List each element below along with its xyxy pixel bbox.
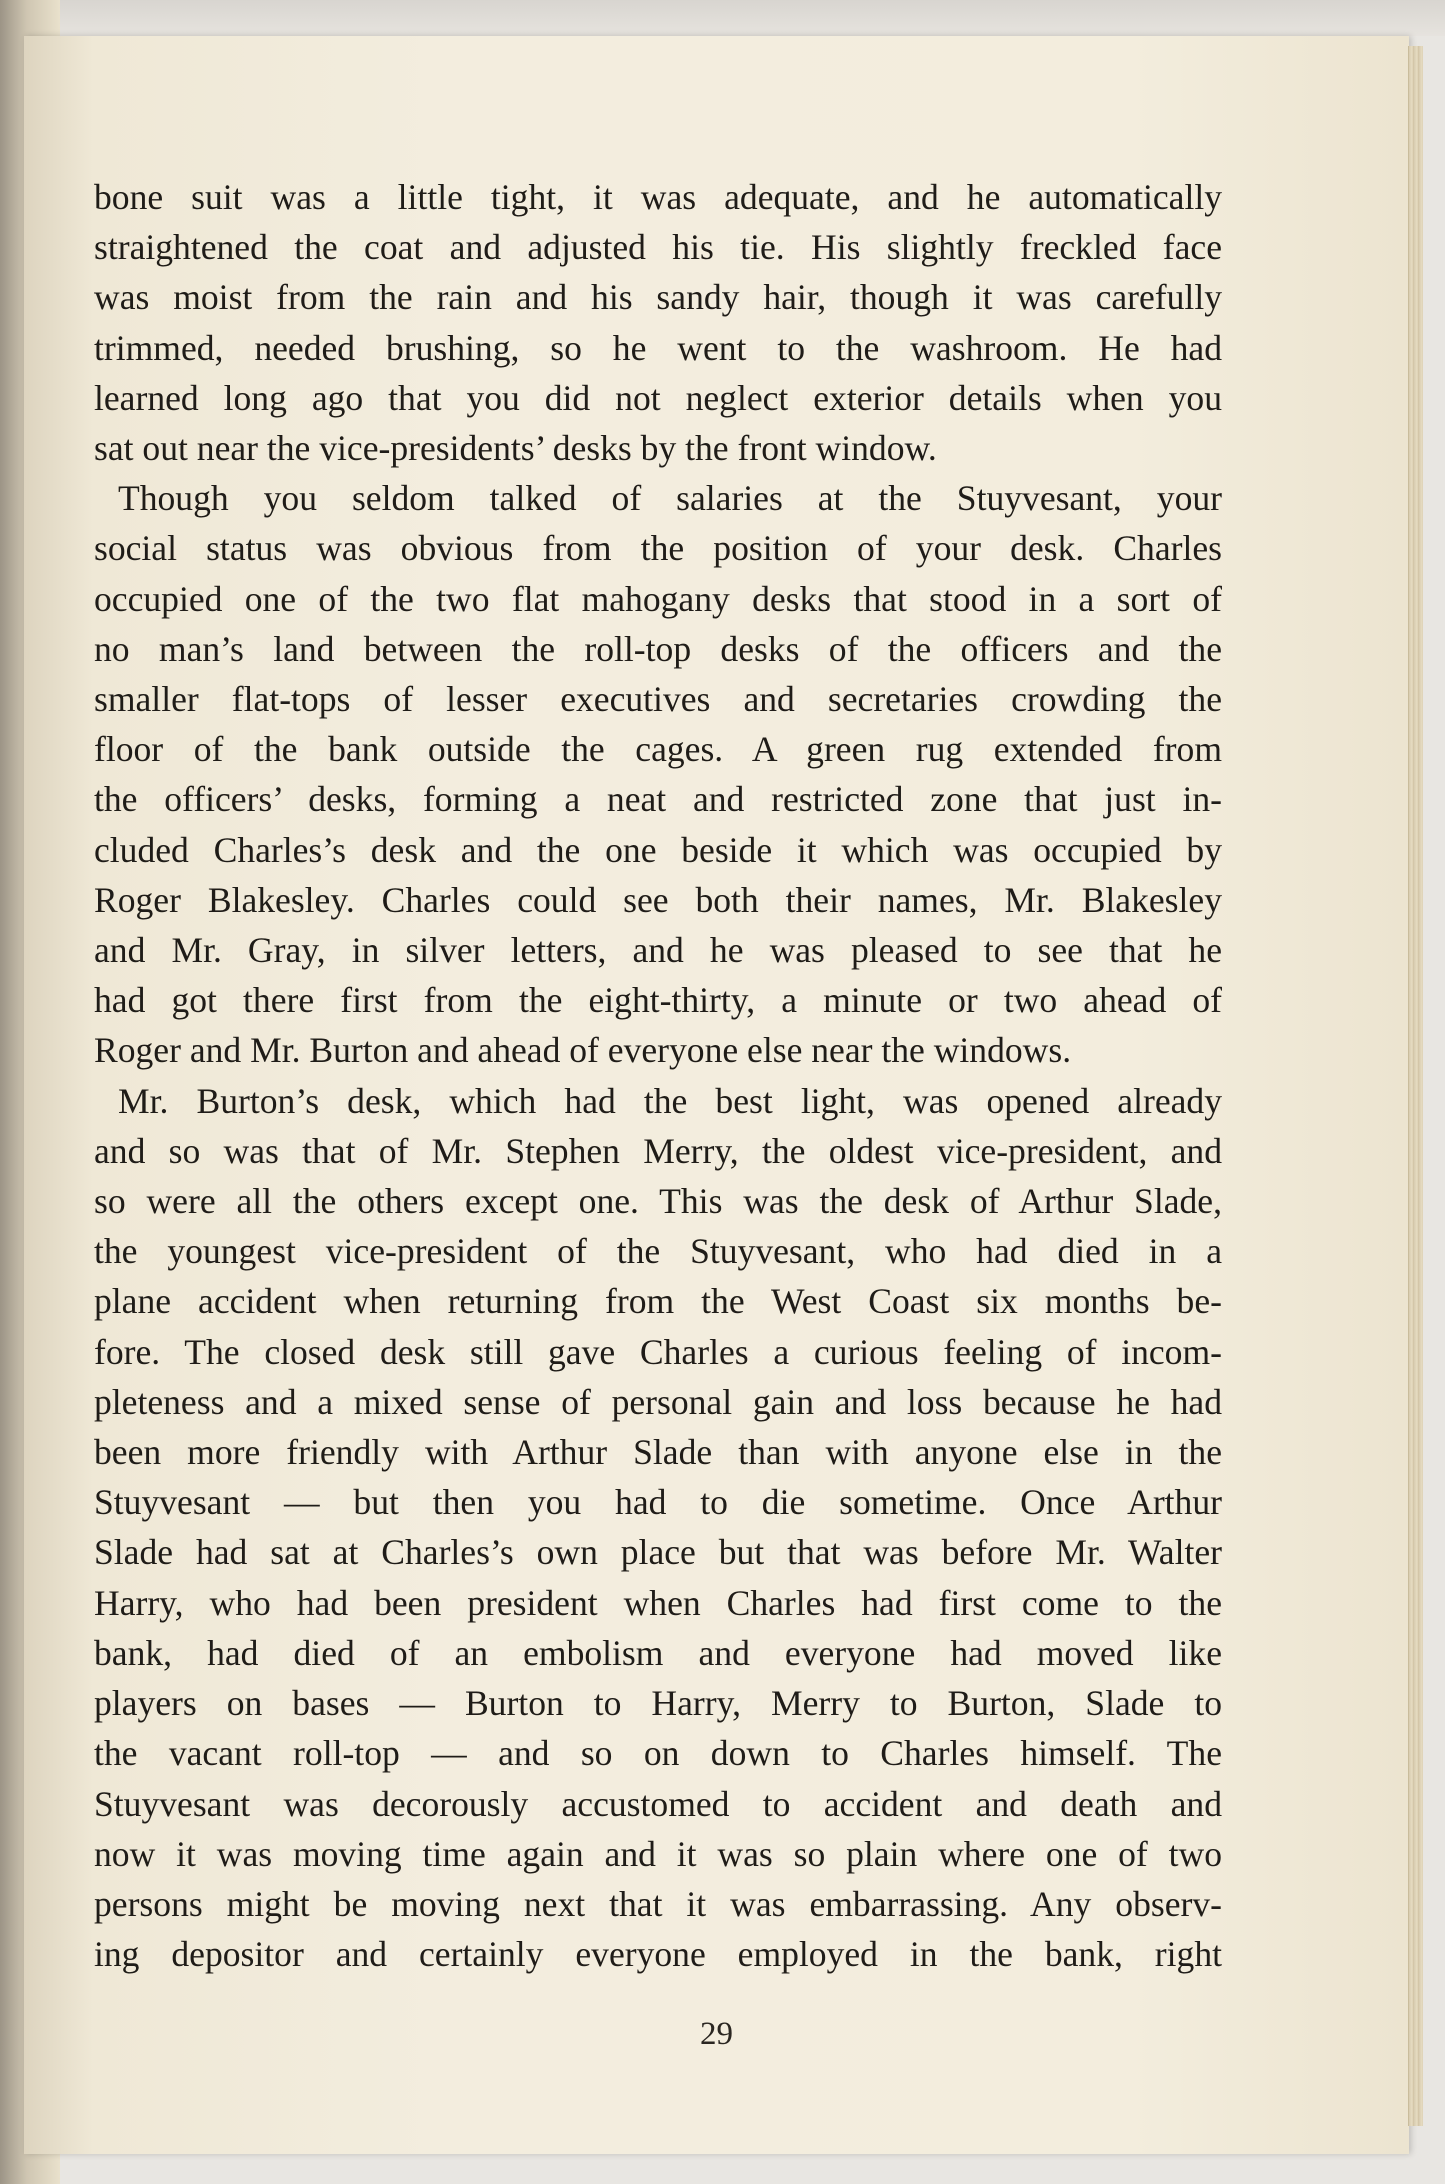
text-line: floor of the bank outside the cages. A green rug extended from <box>94 729 1222 770</box>
text-line: bank, had died of an embolism and everyone had moved like <box>94 1632 1222 1673</box>
text-line: bone suit was a little tight, it was adequate, and he automatically <box>94 177 1222 217</box>
text-line: the youngest vice-president of the Stuyvesant, who had died in a <box>94 1231 1222 1272</box>
text-line: smaller flat-tops of lesser executives and secretaries crowding the <box>94 679 1222 720</box>
text-line: ing depositor and certainly everyone employed in the bank, right <box>94 1934 1222 1975</box>
background-top <box>0 0 1445 36</box>
text-line: fore. The closed desk still gave Charles a curious feeling of incom- <box>94 1331 1222 1372</box>
body-text <box>94 172 1222 1979</box>
text-line: learned long ago that you did not neglect exterior details when you <box>94 377 1222 418</box>
text-line: cluded Charles’s desk and the one beside it which was occupied by <box>94 829 1222 870</box>
text-line: Stuyvesant — but then you had to die sometime. Once Arthur <box>94 1482 1222 1523</box>
page-edges <box>1408 46 1423 2126</box>
text-line: Mr. Burton’s desk, which had the best light, was opened already <box>118 1080 1222 1121</box>
text-line: was moist from the rain and his sandy hair, though it was carefully <box>94 277 1222 318</box>
text-line: occupied one of the two flat mahogany desks that stood in a sort of <box>94 578 1222 619</box>
text-line: social status was obvious from the position of your desk. Charles <box>94 528 1222 569</box>
text-line: and so was that of Mr. Stephen Merry, the oldest vice-president, and <box>94 1130 1222 1171</box>
paragraph-2 <box>94 473 1222 1075</box>
text-line: the officers’ desks, forming a neat and restricted zone that just in- <box>94 779 1222 820</box>
text-line: now it was moving time again and it was so plain where one of two <box>94 1833 1222 1874</box>
text-line: and Mr. Gray, in silver letters, and he was pleased to see that he <box>94 930 1222 971</box>
text-line: Stuyvesant was decorously accustomed to accident and death and <box>94 1783 1222 1824</box>
text-line: Roger and Mr. Burton and ahead of everyone else near the windows. <box>94 1030 1072 1071</box>
paragraph-1 <box>94 172 1222 473</box>
text-line: persons might be moving next that it was embarrassing. Any observ- <box>94 1883 1222 1924</box>
text-line: Though you seldom talked of salaries at the Stuyvesant, your <box>118 478 1222 519</box>
text-line: sat out near the vice-presidents’ desks by the front window. <box>94 428 937 469</box>
text-line: so were all the others except one. This was the desk of Arthur Slade, <box>94 1181 1222 1222</box>
text-line: straightened the coat and adjusted his tie. His slightly freckled face <box>94 227 1222 268</box>
text-line: pleteness and a mixed sense of personal gain and loss because he had <box>94 1381 1222 1422</box>
text-line: no man’s land between the roll-top desks of the officers and the <box>94 628 1222 669</box>
paragraph-3 <box>94 1076 1222 1980</box>
text-line: Roger Blakesley. Charles could see both their names, Mr. Blakesley <box>94 879 1222 920</box>
text-line: the vacant roll-top — and so on down to Charles himself. The <box>94 1733 1222 1774</box>
text-line: plane accident when returning from the West Coast six months be- <box>94 1281 1222 1322</box>
text-line: been more friendly with Arthur Slade than with anyone else in the <box>94 1432 1222 1473</box>
book-page <box>24 36 1409 2154</box>
text-line: trimmed, needed brushing, so he went to the washroom. He had <box>94 327 1222 368</box>
text-line: had got there first from the eight-thirty, a minute or two ahead of <box>94 980 1222 1021</box>
text-line: players on bases — Burton to Harry, Merry to Burton, Slade to <box>94 1683 1222 1724</box>
text-line: Slade had sat at Charles’s own place but that was before Mr. Walter <box>94 1532 1222 1573</box>
page-number: 29 <box>700 2016 733 2052</box>
text-line: Harry, who had been president when Charles had first come to the <box>94 1582 1222 1623</box>
